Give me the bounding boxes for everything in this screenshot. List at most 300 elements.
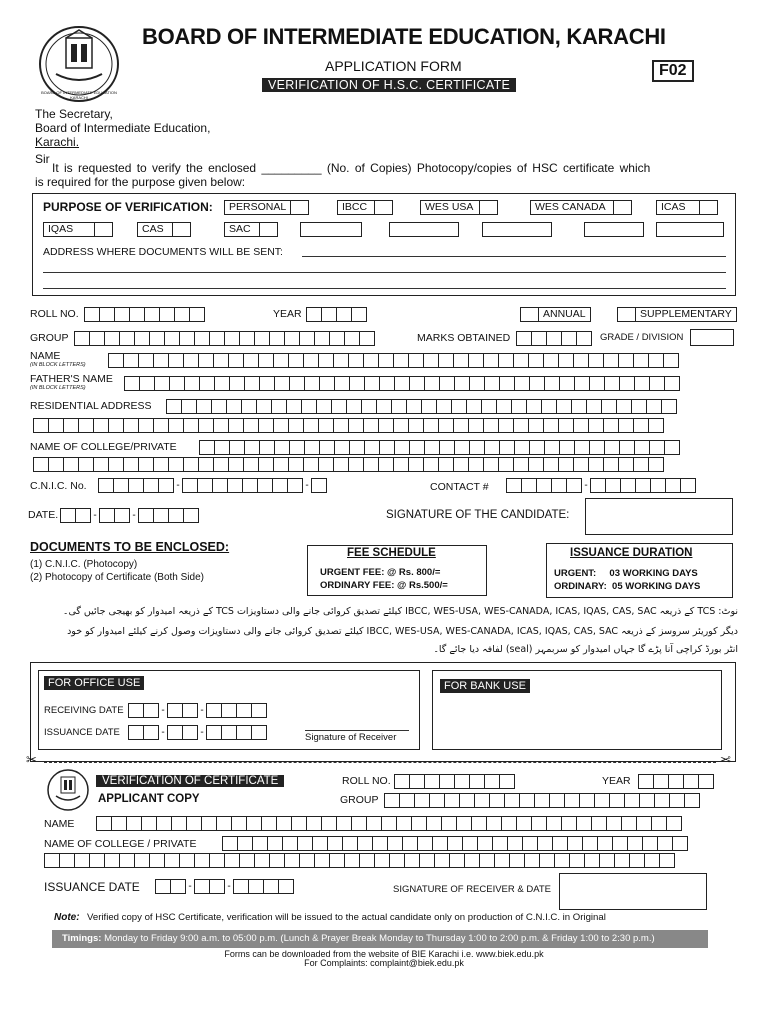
input-box[interactable] (124, 376, 140, 391)
input-box[interactable] (273, 353, 289, 368)
input-box[interactable] (634, 440, 650, 455)
input-box[interactable] (561, 816, 577, 831)
input-box[interactable] (134, 331, 150, 346)
input-box[interactable] (543, 418, 559, 433)
input-box[interactable] (258, 457, 274, 472)
input-box[interactable] (663, 353, 679, 368)
purpose-icas[interactable] (656, 200, 718, 215)
input-box[interactable] (108, 457, 124, 472)
input-box[interactable] (174, 307, 190, 322)
input-box[interactable] (606, 816, 622, 831)
input-box[interactable] (213, 353, 229, 368)
input-box[interactable] (209, 879, 225, 894)
input-box[interactable] (209, 853, 225, 868)
input-box[interactable] (414, 793, 430, 808)
input-box[interactable] (509, 853, 525, 868)
input-box[interactable] (441, 816, 457, 831)
input-box[interactable] (297, 836, 313, 851)
input-box[interactable] (522, 836, 538, 851)
input-box[interactable] (484, 440, 500, 455)
input-box[interactable] (254, 331, 270, 346)
input-box[interactable] (586, 399, 602, 414)
input-box[interactable] (206, 703, 222, 718)
checkbox[interactable] (617, 307, 635, 322)
input-box[interactable] (129, 307, 145, 322)
input-box[interactable] (74, 331, 90, 346)
input-box[interactable] (541, 399, 557, 414)
input-box[interactable] (558, 353, 574, 368)
input-box[interactable] (164, 331, 180, 346)
input-box[interactable] (498, 353, 514, 368)
input-box[interactable] (327, 836, 343, 851)
input-box[interactable] (33, 457, 49, 472)
input-box[interactable] (604, 440, 620, 455)
input-box[interactable] (168, 457, 184, 472)
input-box[interactable] (33, 418, 49, 433)
input-box[interactable] (344, 331, 360, 346)
input-box[interactable] (134, 853, 150, 868)
input-box[interactable] (588, 418, 604, 433)
input-box[interactable] (329, 853, 345, 868)
input-box[interactable] (167, 725, 183, 740)
input-box[interactable] (228, 418, 244, 433)
input-box[interactable] (359, 853, 375, 868)
input-box[interactable] (459, 793, 475, 808)
input-box[interactable] (104, 853, 120, 868)
input-box[interactable] (499, 774, 515, 789)
input-box[interactable] (589, 440, 605, 455)
issuance-date-boxes[interactable] (128, 725, 266, 740)
input-box[interactable] (198, 418, 214, 433)
receiver-signature-line[interactable] (305, 730, 409, 731)
input-box[interactable] (661, 399, 677, 414)
input-box[interactable] (342, 836, 358, 851)
input-box[interactable] (321, 816, 337, 831)
input-box[interactable] (99, 508, 115, 523)
input-box[interactable] (78, 457, 94, 472)
input-box[interactable] (651, 816, 667, 831)
input-box[interactable] (138, 418, 154, 433)
input-box[interactable] (571, 399, 587, 414)
input-box[interactable] (269, 853, 285, 868)
input-box[interactable] (666, 816, 682, 831)
copy-college-boxes-1[interactable] (222, 836, 687, 851)
input-box[interactable] (408, 418, 424, 433)
input-box[interactable] (469, 774, 485, 789)
input-box[interactable] (108, 418, 124, 433)
input-box[interactable] (372, 836, 388, 851)
input-box[interactable] (604, 376, 620, 391)
input-box[interactable] (99, 307, 115, 322)
input-box[interactable] (289, 376, 305, 391)
input-box[interactable] (601, 399, 617, 414)
input-box[interactable] (276, 816, 292, 831)
input-box[interactable] (314, 331, 330, 346)
marks-boxes[interactable] (516, 331, 591, 346)
input-box[interactable] (573, 457, 589, 472)
input-box[interactable] (263, 879, 279, 894)
input-box[interactable] (273, 457, 289, 472)
input-box[interactable] (227, 478, 243, 493)
input-box[interactable] (468, 353, 484, 368)
input-box[interactable] (484, 376, 500, 391)
input-box[interactable] (648, 457, 664, 472)
input-box[interactable] (128, 725, 144, 740)
input-box[interactable] (524, 853, 540, 868)
input-box[interactable] (498, 418, 514, 433)
input-box[interactable] (683, 774, 699, 789)
input-box[interactable] (526, 399, 542, 414)
date-boxes[interactable] (60, 508, 198, 523)
checkbox[interactable] (480, 200, 498, 215)
input-box[interactable] (239, 331, 255, 346)
input-box[interactable] (393, 457, 409, 472)
input-box[interactable] (214, 440, 230, 455)
input-box[interactable] (361, 399, 377, 414)
input-box[interactable] (672, 836, 688, 851)
input-box[interactable] (537, 836, 553, 851)
input-box[interactable] (633, 353, 649, 368)
input-box[interactable] (559, 440, 575, 455)
input-box[interactable] (468, 418, 484, 433)
input-box[interactable] (149, 853, 165, 868)
input-box[interactable] (468, 457, 484, 472)
input-box[interactable] (199, 440, 215, 455)
input-box[interactable] (128, 703, 144, 718)
input-box[interactable] (216, 816, 232, 831)
input-box[interactable] (423, 457, 439, 472)
input-box[interactable] (633, 457, 649, 472)
input-box[interactable] (63, 457, 79, 472)
input-box[interactable] (93, 418, 109, 433)
input-box[interactable] (507, 836, 523, 851)
input-box[interactable] (59, 853, 75, 868)
input-box[interactable] (438, 418, 454, 433)
input-box[interactable] (501, 816, 517, 831)
input-box[interactable] (138, 353, 154, 368)
input-box[interactable] (336, 307, 352, 322)
input-box[interactable] (393, 418, 409, 433)
input-box[interactable] (211, 399, 227, 414)
input-box[interactable] (334, 376, 350, 391)
input-box[interactable] (521, 478, 537, 493)
input-box[interactable] (588, 457, 604, 472)
input-box[interactable] (312, 836, 328, 851)
input-box[interactable] (669, 793, 685, 808)
purpose-sac[interactable] (224, 222, 278, 237)
input-box[interactable] (231, 816, 247, 831)
input-box[interactable] (123, 457, 139, 472)
input-box[interactable] (447, 836, 463, 851)
input-box[interactable] (406, 399, 422, 414)
input-box[interactable] (156, 816, 172, 831)
input-box[interactable] (584, 853, 600, 868)
input-box[interactable] (78, 418, 94, 433)
input-box[interactable] (301, 399, 317, 414)
input-box[interactable] (114, 307, 130, 322)
checkbox[interactable] (291, 200, 309, 215)
input-box[interactable] (348, 418, 364, 433)
input-box[interactable] (366, 816, 382, 831)
input-box[interactable] (635, 478, 651, 493)
input-box[interactable] (594, 793, 610, 808)
input-box[interactable] (564, 793, 580, 808)
input-box[interactable] (378, 353, 394, 368)
supplementary-option[interactable] (617, 307, 737, 322)
input-box[interactable] (186, 816, 202, 831)
input-box[interactable] (642, 836, 658, 851)
input-box[interactable] (432, 836, 448, 851)
input-box[interactable] (364, 440, 380, 455)
input-box[interactable] (573, 418, 589, 433)
input-box[interactable] (591, 816, 607, 831)
input-box[interactable] (155, 879, 171, 894)
input-box[interactable] (576, 331, 592, 346)
input-box[interactable] (394, 376, 410, 391)
input-box[interactable] (654, 793, 670, 808)
input-box[interactable] (531, 331, 547, 346)
purpose-blank-2[interactable] (389, 222, 459, 237)
input-box[interactable] (351, 816, 367, 831)
input-box[interactable] (551, 478, 567, 493)
input-box[interactable] (444, 793, 460, 808)
input-box[interactable] (363, 418, 379, 433)
input-box[interactable] (552, 836, 568, 851)
input-box[interactable] (624, 793, 640, 808)
input-box[interactable] (194, 879, 210, 894)
input-box[interactable] (179, 853, 195, 868)
input-box[interactable] (113, 478, 129, 493)
input-box[interactable] (98, 478, 114, 493)
purpose-ibcc[interactable] (337, 200, 393, 215)
input-box[interactable] (627, 836, 643, 851)
input-box[interactable] (183, 457, 199, 472)
input-box[interactable] (336, 816, 352, 831)
input-box[interactable] (282, 836, 298, 851)
input-box[interactable] (544, 376, 560, 391)
input-box[interactable] (182, 478, 198, 493)
input-box[interactable] (236, 703, 252, 718)
input-box[interactable] (381, 816, 397, 831)
input-box[interactable] (636, 816, 652, 831)
input-box[interactable] (143, 478, 159, 493)
input-box[interactable] (439, 440, 455, 455)
input-box[interactable] (123, 353, 139, 368)
input-box[interactable] (657, 836, 673, 851)
input-box[interactable] (456, 816, 472, 831)
input-box[interactable] (224, 853, 240, 868)
input-box[interactable] (556, 399, 572, 414)
input-box[interactable] (378, 418, 394, 433)
input-box[interactable] (318, 457, 334, 472)
input-box[interactable] (469, 440, 485, 455)
input-box[interactable] (684, 793, 700, 808)
input-box[interactable] (214, 376, 230, 391)
input-box[interactable] (306, 307, 322, 322)
input-box[interactable] (213, 418, 229, 433)
input-box[interactable] (646, 399, 662, 414)
input-box[interactable] (464, 853, 480, 868)
input-box[interactable] (348, 353, 364, 368)
input-box[interactable] (402, 836, 418, 851)
input-box[interactable] (582, 836, 598, 851)
input-box[interactable] (558, 457, 574, 472)
input-box[interactable] (153, 418, 169, 433)
input-box[interactable] (63, 418, 79, 433)
input-box[interactable] (149, 331, 165, 346)
input-box[interactable] (436, 399, 452, 414)
input-box[interactable] (196, 399, 212, 414)
input-box[interactable] (451, 399, 467, 414)
copy-signature-box[interactable] (559, 873, 707, 910)
input-box[interactable] (303, 353, 319, 368)
input-box[interactable] (561, 331, 577, 346)
input-box[interactable] (243, 457, 259, 472)
input-box[interactable] (389, 853, 405, 868)
input-box[interactable] (664, 440, 680, 455)
checkbox[interactable] (700, 200, 718, 215)
input-box[interactable] (143, 725, 159, 740)
input-box[interactable] (359, 331, 375, 346)
input-box[interactable] (166, 399, 182, 414)
input-box[interactable] (620, 478, 636, 493)
input-box[interactable] (168, 418, 184, 433)
input-box[interactable] (237, 836, 253, 851)
input-box[interactable] (286, 399, 302, 414)
input-box[interactable] (621, 816, 637, 831)
input-box[interactable] (603, 457, 619, 472)
input-box[interactable] (143, 703, 159, 718)
input-box[interactable] (243, 353, 259, 368)
input-box[interactable] (48, 418, 64, 433)
input-box[interactable] (409, 440, 425, 455)
input-box[interactable] (574, 440, 590, 455)
input-box[interactable] (631, 399, 647, 414)
input-box[interactable] (534, 793, 550, 808)
input-box[interactable] (239, 853, 255, 868)
input-box[interactable] (605, 478, 621, 493)
input-box[interactable] (75, 508, 91, 523)
input-box[interactable] (411, 816, 427, 831)
input-box[interactable] (421, 399, 437, 414)
input-box[interactable] (321, 307, 337, 322)
input-box[interactable] (589, 376, 605, 391)
input-box[interactable] (438, 457, 454, 472)
input-box[interactable] (649, 376, 665, 391)
input-box[interactable] (96, 816, 112, 831)
input-box[interactable] (384, 793, 400, 808)
input-box[interactable] (114, 508, 130, 523)
input-box[interactable] (529, 376, 545, 391)
address-line-1[interactable] (302, 256, 726, 257)
input-box[interactable] (226, 399, 242, 414)
input-box[interactable] (499, 376, 515, 391)
input-box[interactable] (272, 478, 288, 493)
input-box[interactable] (126, 816, 142, 831)
input-box[interactable] (409, 376, 425, 391)
input-box[interactable] (258, 418, 274, 433)
input-box[interactable] (318, 353, 334, 368)
input-box[interactable] (513, 353, 529, 368)
input-box[interactable] (648, 418, 664, 433)
input-box[interactable] (44, 853, 60, 868)
input-box[interactable] (184, 376, 200, 391)
input-box[interactable] (287, 478, 303, 493)
input-box[interactable] (379, 440, 395, 455)
input-box[interactable] (183, 353, 199, 368)
input-box[interactable] (514, 440, 530, 455)
input-box[interactable] (314, 853, 330, 868)
input-box[interactable] (206, 725, 222, 740)
input-box[interactable] (449, 853, 465, 868)
input-box[interactable] (194, 853, 210, 868)
residential-address-boxes-1[interactable] (166, 399, 676, 414)
address-line-2[interactable] (43, 272, 726, 273)
input-box[interactable] (123, 418, 139, 433)
input-box[interactable] (167, 703, 183, 718)
input-box[interactable] (576, 816, 592, 831)
input-box[interactable] (439, 376, 455, 391)
input-box[interactable] (546, 331, 562, 346)
input-box[interactable] (289, 440, 305, 455)
input-box[interactable] (222, 836, 238, 851)
input-box[interactable] (159, 307, 175, 322)
input-box[interactable] (251, 725, 267, 740)
input-box[interactable] (153, 457, 169, 472)
input-box[interactable] (649, 440, 665, 455)
input-box[interactable] (181, 399, 197, 414)
input-box[interactable] (479, 853, 495, 868)
input-box[interactable] (379, 376, 395, 391)
input-box[interactable] (558, 418, 574, 433)
copy-college-boxes-2[interactable] (44, 853, 674, 868)
input-box[interactable] (588, 353, 604, 368)
input-box[interactable] (348, 457, 364, 472)
input-box[interactable] (364, 376, 380, 391)
input-box[interactable] (212, 478, 228, 493)
purpose-blank-3[interactable] (482, 222, 552, 237)
input-box[interactable] (221, 725, 237, 740)
input-box[interactable] (409, 774, 425, 789)
input-box[interactable] (629, 853, 645, 868)
input-box[interactable] (233, 879, 249, 894)
grade-box[interactable] (690, 329, 734, 346)
input-box[interactable] (417, 836, 433, 851)
input-box[interactable] (393, 353, 409, 368)
input-box[interactable] (680, 478, 696, 493)
input-box[interactable] (269, 331, 285, 346)
input-box[interactable] (333, 457, 349, 472)
input-box[interactable] (496, 399, 512, 414)
input-box[interactable] (331, 399, 347, 414)
input-box[interactable] (529, 440, 545, 455)
input-box[interactable] (194, 331, 210, 346)
input-box[interactable] (536, 478, 552, 493)
input-box[interactable] (638, 774, 654, 789)
input-box[interactable] (363, 353, 379, 368)
input-box[interactable] (616, 399, 632, 414)
input-box[interactable] (259, 440, 275, 455)
input-box[interactable] (438, 353, 454, 368)
input-box[interactable] (299, 853, 315, 868)
input-box[interactable] (243, 418, 259, 433)
input-box[interactable] (319, 440, 335, 455)
input-box[interactable] (258, 353, 274, 368)
input-box[interactable] (618, 353, 634, 368)
checkbox[interactable] (95, 222, 113, 237)
input-box[interactable] (288, 353, 304, 368)
year-boxes[interactable] (306, 307, 366, 322)
